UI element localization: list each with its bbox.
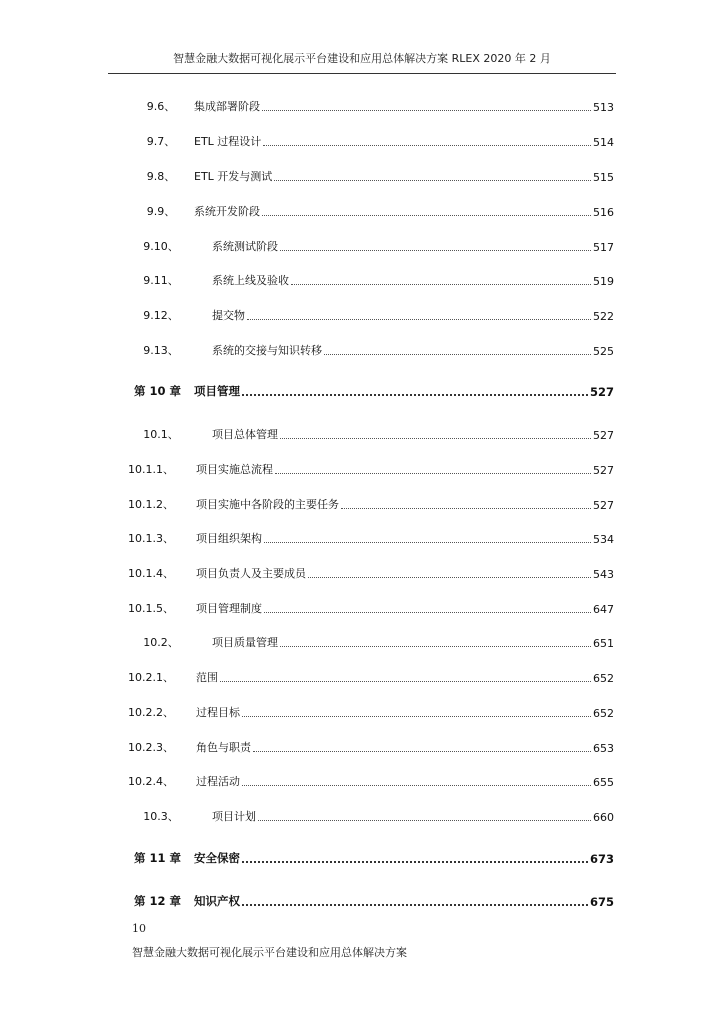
toc-entry-title: 项目实施中各阶段的主要任务 — [196, 498, 339, 511]
toc-entry[interactable] — [128, 667, 614, 685]
header-divider — [108, 73, 616, 74]
toc-entry-number: 10.1.3、 — [128, 532, 174, 545]
toc-leader-dots — [264, 611, 591, 613]
toc-entry[interactable] — [128, 166, 614, 184]
toc-entry-page: 543 — [593, 568, 614, 581]
toc-leader-dots — [280, 645, 591, 647]
toc-entry-page: 527 — [593, 429, 614, 442]
footer-page-number: 10 — [132, 922, 146, 935]
toc-entry[interactable] — [128, 340, 614, 358]
footer-title: 智慧金融大数据可视化展示平台建设和应用总体解决方案 — [132, 946, 407, 959]
toc-entry-number: 9.13、 — [143, 344, 179, 357]
toc-leader-dots — [253, 750, 591, 752]
toc-entry-title: 项目组织架构 — [196, 532, 262, 545]
toc-entry-title: 系统开发阶段 — [194, 205, 260, 218]
toc-leader-dots — [341, 507, 591, 509]
toc-entry[interactable] — [128, 424, 614, 442]
toc-entry-number: 第 10 章 — [134, 384, 182, 398]
toc-entry-number: 9.11、 — [143, 274, 179, 287]
toc-entry-page: 652 — [593, 672, 614, 685]
toc-entry[interactable] — [128, 563, 614, 581]
toc-entry-number: 9.7、 — [146, 135, 176, 148]
toc-entry[interactable] — [128, 771, 614, 789]
toc-entry-number: 第 12 章 — [134, 894, 182, 908]
toc-entry-title: 过程活动 — [196, 775, 240, 788]
toc-entry-page: 527 — [593, 464, 614, 477]
toc-leader-dots — [275, 472, 591, 474]
toc-entry-number: 9.6、 — [146, 100, 176, 113]
toc-leader-dots — [242, 784, 591, 786]
toc-leader-dots — [263, 144, 591, 146]
toc-leader-dots — [280, 249, 591, 251]
toc-entry-number: 10.1.4、 — [128, 567, 174, 580]
toc-leader-dots — [247, 318, 591, 320]
toc-leader-dots — [274, 179, 591, 181]
toc-leader-dots — [280, 437, 591, 439]
toc-entry[interactable] — [128, 702, 614, 720]
toc-entry-title: 项目实施总流程 — [196, 463, 273, 476]
toc-entry[interactable] — [128, 270, 614, 288]
toc-entry-title: 集成部署阶段 — [194, 100, 260, 113]
toc-entry-number: 10.2.2、 — [128, 706, 174, 719]
toc-entry-number: 10.3、 — [143, 810, 179, 823]
toc-entry-title: 角色与职责 — [196, 741, 251, 754]
toc-entry-page: 522 — [593, 310, 614, 323]
toc-entry-page: 673 — [589, 852, 614, 866]
toc-entry-title: 系统测试阶段 — [212, 240, 278, 253]
toc-entry-number: 10.1.2、 — [128, 498, 174, 511]
toc-leader-dots — [262, 109, 591, 111]
toc-entry[interactable] — [128, 201, 614, 219]
toc-entry-number: 9.9、 — [146, 205, 176, 218]
toc-entry[interactable] — [128, 459, 614, 477]
toc-entry-number: 10.2、 — [143, 636, 179, 649]
toc-entry[interactable] — [128, 806, 614, 824]
toc-entry-page: 514 — [593, 136, 614, 149]
toc-entry-title: 项目计划 — [212, 810, 256, 823]
toc-entry-title: 项目总体管理 — [212, 428, 278, 441]
toc-entry-page: 513 — [593, 101, 614, 114]
toc-entry-page: 651 — [593, 637, 614, 650]
toc-entry-title: 过程目标 — [196, 706, 240, 719]
toc-leader-dots — [262, 214, 591, 216]
toc-entry-title: 提交物 — [212, 309, 245, 322]
toc-entry-number: 10.2.1、 — [128, 671, 174, 684]
toc-leader-dots — [291, 283, 591, 285]
toc-entry-page: 527 — [589, 385, 614, 399]
toc-entry-page: 527 — [593, 499, 614, 512]
toc-leader-dots — [324, 353, 591, 355]
toc-entry-number: 9.12、 — [143, 309, 179, 322]
toc-entry[interactable] — [128, 632, 614, 650]
toc-leader-dots — [258, 819, 591, 821]
toc-entry-page: 525 — [593, 345, 614, 358]
toc-entry-title: 系统上线及验收 — [212, 274, 289, 287]
toc-entry[interactable] — [128, 528, 614, 546]
toc-entry-title: 知识产权 — [194, 894, 240, 908]
toc-entry-title: 项目质量管理 — [212, 636, 278, 649]
toc-entry[interactable] — [128, 305, 614, 323]
toc-leader-dots — [264, 541, 591, 543]
toc-entry-page: 515 — [593, 171, 614, 184]
toc-entry-number: 9.8、 — [146, 170, 176, 183]
toc-entry-number: 10.1.1、 — [128, 463, 174, 476]
toc-leader-dots — [242, 860, 588, 863]
toc-entry-number: 第 11 章 — [134, 851, 182, 865]
toc-chapter-entry[interactable] — [128, 891, 614, 909]
toc-chapter-entry[interactable] — [128, 848, 614, 866]
toc-entry-page: 655 — [593, 776, 614, 789]
toc-entry-number: 10.1、 — [143, 428, 179, 441]
toc-entry-page: 647 — [593, 603, 614, 616]
toc-leader-dots — [242, 715, 591, 717]
toc-entry-title: 范围 — [196, 671, 218, 684]
toc-entry[interactable] — [128, 737, 614, 755]
toc-entry-title: ETL 过程设计 — [194, 135, 262, 148]
toc-entry-page: 660 — [593, 811, 614, 824]
toc-entry-title: ETL 开发与测试 — [194, 170, 273, 183]
toc-entry-number: 10.1.5、 — [128, 602, 174, 615]
toc-entry-page: 519 — [593, 275, 614, 288]
toc-leader-dots — [242, 903, 588, 906]
toc-entry-number: 9.10、 — [143, 240, 179, 253]
toc-entry-page: 516 — [593, 206, 614, 219]
toc-entry-page: 534 — [593, 533, 614, 546]
toc-leader-dots — [308, 576, 591, 578]
toc-entry-page: 675 — [589, 895, 614, 909]
toc-entry-title: 系统的交接与知识转移 — [212, 344, 322, 357]
toc-entry-page: 653 — [593, 742, 614, 755]
toc-entry-number: 10.2.4、 — [128, 775, 174, 788]
toc-entry-title: 项目负责人及主要成员 — [196, 567, 306, 580]
toc-chapter-entry[interactable] — [128, 381, 614, 399]
toc-entry[interactable] — [128, 598, 614, 616]
toc-entry-page: 517 — [593, 241, 614, 254]
toc-entry[interactable] — [128, 494, 614, 512]
toc-entry-number: 10.2.3、 — [128, 741, 174, 754]
toc-entry-title: 安全保密 — [194, 851, 240, 865]
page-header: 智慧金融大数据可视化展示平台建设和应用总体解决方案 RLEX 2020 年 2 月 — [173, 52, 551, 65]
toc-entry-title: 项目管理制度 — [196, 602, 262, 615]
toc-entry[interactable] — [128, 96, 614, 114]
toc-leader-dots — [220, 680, 591, 682]
toc-entry[interactable] — [128, 131, 614, 149]
toc-entry-page: 652 — [593, 707, 614, 720]
toc-entry[interactable] — [128, 236, 614, 254]
toc-entry-title: 项目管理 — [194, 384, 240, 398]
toc-leader-dots — [242, 393, 588, 396]
